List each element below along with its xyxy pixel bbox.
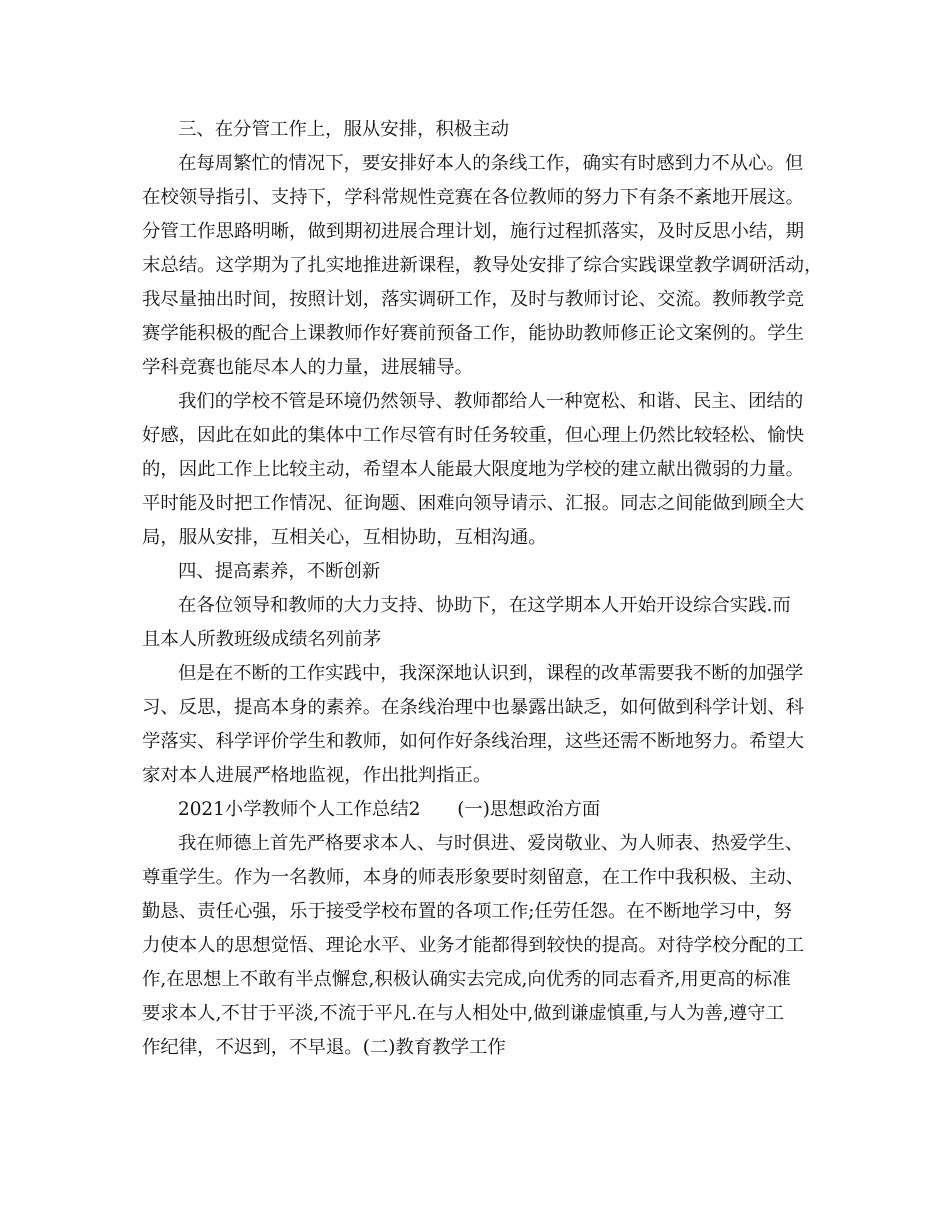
paragraph-line: 在各位领导和教师的大力支持、协助下，在这学期本人开始开设综合实践.而 <box>178 595 791 616</box>
paragraph-line: 要求本人,不甘于平淡,不流于平凡.在与人相处中,做到谦虚慎重,与人为善,遵守工 <box>142 1003 784 1024</box>
section-heading: 2021小学教师个人工作总结2 (一)思想政治方面 <box>178 799 601 820</box>
paragraph-line: 我尽量抽出时间，按照计划，落实调研工作，及时与教师讨论、交流。教师教学竞 <box>142 289 805 310</box>
paragraph-line: 作纪律，不迟到，不早退。(二)教育教学工作 <box>142 1037 506 1058</box>
section-heading: 三、在分管工作上，服从安排，积极主动 <box>178 119 510 140</box>
paragraph-line: 我们的学校不管是环境仍然领导、教师都给人一种宽松、和谐、民主、团结的 <box>178 391 804 412</box>
paragraph-line: 作,在思想上不敢有半点懈怠,积极认确实去完成,向优秀的同志看齐,用更高的标准 <box>142 969 791 990</box>
paragraph-line: 分管工作思路明晰，做到期初进展合理计划，施行过程抓落实，及时反思小结，期 <box>142 221 805 242</box>
paragraph-line: 平时能及时把工作情况、征询题、困难向领导请示、汇报。同志之间能做到顾全大 <box>142 493 805 514</box>
paragraph-line: 勤恳、责任心强，乐于接受学校布置的各项工作;任劳任怨。在不断地学习中，努 <box>142 901 792 922</box>
paragraph-line: 且本人所教班级成绩名列前茅 <box>142 629 382 650</box>
document-body <box>142 113 822 1065</box>
paragraph-line: 力使本人的思想觉悟、理论水平、业务才能都得到较快的提高。对待学校分配的工 <box>142 935 805 956</box>
paragraph-line: 我在师德上首先严格要求本人、与时俱进、爱岗敬业、为人师表、热爱学生、 <box>178 833 804 854</box>
paragraph-line: 习、反思，提高本身的素养。在条线治理中也暴露出缺乏，如何做到科学计划、科 <box>142 697 805 718</box>
paragraph-line: 但是在不断的工作实践中，我深深地认识到，课程的改革需要我不断的加强学 <box>178 663 804 684</box>
paragraph-line: 在每周繁忙的情况下，要安排好本人的条线工作，确实有时感到力不从心。但 <box>178 153 804 174</box>
paragraph-line: 局，服从安排，互相关心，互相协助，互相沟通。 <box>142 527 547 548</box>
paragraph-line: 学科竞赛也能尽本人的力量，进展辅导。 <box>142 357 474 378</box>
paragraph-line: 家对本人进展严格地监视，作出批判指正。 <box>142 765 492 786</box>
paragraph-line: 尊重学生。作为一名教师，本身的师表形象要时刻留意，在工作中我积极、主动、 <box>142 867 805 888</box>
paragraph-line: 的，因此工作上比较主动，希望本人能最大限度地为学校的建立献出微弱的力量。 <box>142 459 805 480</box>
paragraph-line: 学落实、科学评价学生和教师，如何作好条线治理，这些还需不断地努力。希望大 <box>142 731 805 752</box>
paragraph-line: 在校领导指引、支持下，学科常规性竞赛在各位教师的努力下有条不紊地开展这。 <box>142 187 805 208</box>
paragraph-line: 末总结。这学期为了扎实地推进新课程，教导处安排了综合实践课堂教学调研活动， <box>142 255 823 276</box>
section-heading: 四、提高素养，不断创新 <box>178 561 381 582</box>
paragraph-line: 好感，因此在如此的集体中工作尽管有时任务较重，但心理上仍然比较轻松、愉快 <box>142 425 805 446</box>
paragraph-line: 赛学能积极的配合上课教师作好赛前预备工作，能协助教师修正论文案例的。学生 <box>142 323 805 344</box>
